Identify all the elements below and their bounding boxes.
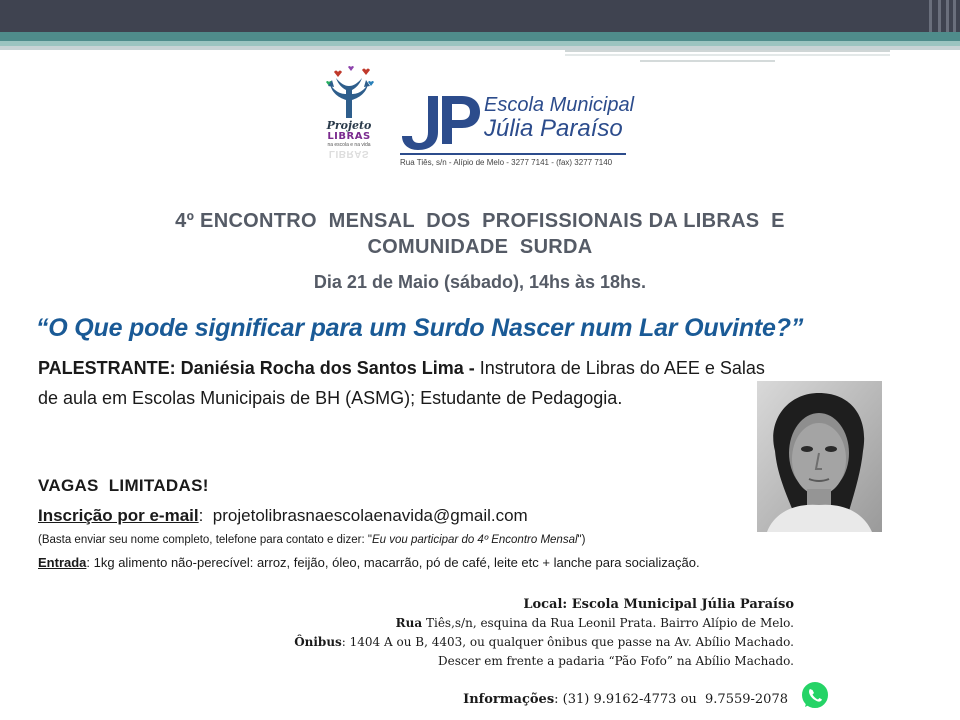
hands-tree-icon [318, 64, 380, 120]
entry-text: : 1kg alimento não-perecível: arroz, feijão, óleo, macarrão, pó de café, leite etc + lanche para socialização. [86, 555, 700, 570]
contact-label: Informações [463, 692, 555, 707]
address-text: Tiês,s/n, esquina da Rua Leonil Prata. Bairro Alípio de Melo. [422, 616, 794, 630]
libras-logo-word: LIBRAS [327, 131, 371, 142]
event-title-line1: 4º ENCONTRO MENSAL DOS PROFISSIONAIS DA LIBRAS E [175, 210, 785, 232]
speaker-description-1: Instrutora de Libras do AEE e Salas [474, 358, 765, 378]
address-label: Rua [395, 616, 423, 630]
school-logo-rule [400, 153, 626, 155]
registration-label: Inscrição por e-mail [38, 506, 199, 525]
decorative-rule [565, 50, 890, 56]
limited-spots-notice: VAGAS LIMITADAS! [38, 476, 209, 495]
speaker-description-2: de aula em Escolas Municipais de BH (ASMG); Estudante de Pedagogia. [38, 388, 623, 408]
bus-label: Ônibus [294, 635, 342, 649]
registration-email[interactable]: : projetolibrasnaescolaenavida@gmail.com [198, 506, 528, 525]
teal-band [0, 32, 960, 41]
location-title: Local: Escola Municipal Júlia Paraíso [523, 597, 794, 612]
location-address [396, 616, 794, 630]
contact-phones: : (31) 9.9162-4773 ou 9.7559-2078 [554, 692, 788, 707]
stop-directions: Descer em frente a padaria “Pão Fofo” na Abílio Machado. [437, 654, 794, 668]
top-banner-bar [0, 0, 960, 32]
libras-logo-tagline: na escola e na vida [327, 142, 371, 148]
entry-label: Entrada [38, 555, 87, 570]
libras-logo-title: Projeto [326, 119, 372, 132]
registration-instructions [38, 534, 585, 546]
contact-info [463, 692, 788, 707]
school-address: Rua Tiês, s/n - Alípio de Melo - 3277 7141 - (fax) 3277 7140 [400, 158, 613, 167]
escola-julia-paraiso-logo [398, 92, 638, 174]
banner-stripe [946, 0, 949, 32]
projeto-libras-logo [313, 64, 385, 182]
jp-monogram [398, 92, 482, 152]
registration-line [38, 506, 528, 526]
bus-info [294, 635, 794, 649]
speaker-photo [757, 381, 882, 532]
banner-stripe [953, 0, 956, 32]
whatsapp-icon[interactable] [799, 679, 831, 711]
lecture-title-quote: “O Que pode significar para um Surdo Nascer num Lar Ouvinte?” [36, 314, 804, 342]
school-name-line1: Escola Municipal [484, 94, 635, 116]
banner-stripe [929, 0, 932, 32]
banner-stripe [938, 0, 941, 32]
instructions-prefix: (Basta enviar seu nome completo, telefone para contato e dizer: " [38, 534, 372, 546]
school-name-line2: Júlia Paraíso [484, 115, 623, 142]
decorative-rule-short [640, 60, 775, 64]
event-title-line2: COMUNIDADE SURDA [367, 236, 593, 258]
event-date: Dia 21 de Maio (sábado), 14hs às 18hs. [313, 272, 647, 292]
instructions-suffix: ") [577, 534, 586, 546]
libras-logo-reflection: LIBRAS [328, 148, 370, 159]
speaker-label: PALESTRANTE: Daniésia Rocha dos Santos Lima - [38, 358, 475, 378]
entry-fee [38, 555, 700, 570]
location-name [523, 597, 794, 612]
instructions-quote: Eu vou participar do 4º Encontro Mensal [371, 534, 578, 546]
speaker-portrait-image [757, 381, 882, 532]
bus-text: : 1404 A ou B, 4403, ou qualquer ônibus que passe na Av. Abílio Machado. [341, 635, 794, 649]
